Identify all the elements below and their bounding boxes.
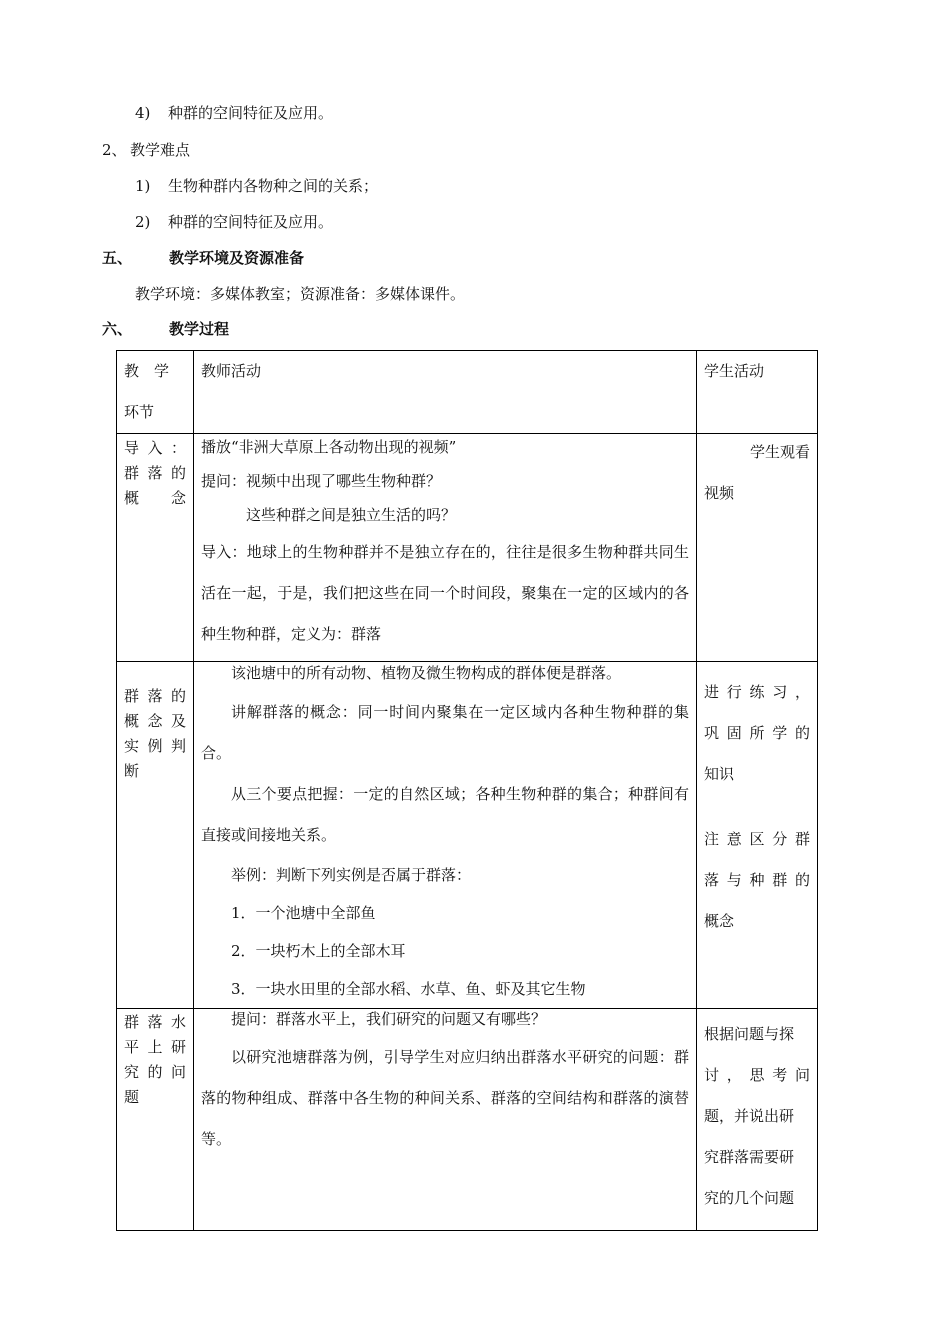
stage-cell (117, 434, 194, 662)
teacher-line: 提问：群落水平上，我们研究的问题又有哪些？ (231, 1010, 547, 1028)
teacher-cell (194, 1009, 697, 1231)
teacher-line: 讲解群落的概念：同一时间内聚集在一定区域内各种生物种群的集合。 (201, 703, 689, 762)
header-student: 学生活动 (697, 351, 818, 434)
student-line: 根据问题与探 (704, 1025, 795, 1043)
student-line: 概念 (704, 912, 735, 930)
teacher-line: 3．一块水田里的全部水稻、水草、鱼、虾及其它生物 (231, 980, 586, 998)
environment-text: 教学环境：多媒体教室；资源准备：多媒体课件。 (135, 285, 466, 303)
teacher-line: 导入：地球上的生物种群并不是独立存在的，往往是很多生物种群共同生活在一起，于是，我们把这些在同一个时间段，聚集在一定的区域内的各种生物种群，定义为：群落 (201, 543, 689, 643)
student-line: 视频 (704, 484, 735, 502)
stage-line: 概念 (124, 489, 186, 507)
section-difficulty (102, 139, 190, 160)
stage-line: 实例判 (124, 737, 186, 755)
list-item-diff1 (135, 175, 378, 196)
list-number: 2) (135, 213, 151, 231)
list-item-diff2 (135, 211, 333, 232)
student-line: 学生观看 (749, 443, 810, 461)
student-line: 题，并说出研 (704, 1107, 795, 1125)
list-text: 种群的空间特征及应用。 (168, 213, 334, 231)
teacher-line: 举例：判断下列实例是否属于群落： (231, 866, 472, 884)
table-header-row (117, 351, 818, 434)
teacher-cell (194, 434, 697, 662)
student-line: 究的几个问题 (704, 1189, 795, 1207)
teacher-cell (194, 662, 697, 1009)
list-text: 种群的空间特征及应用。 (168, 104, 334, 122)
section-6-heading (102, 318, 229, 339)
teacher-line: 播放“非洲大草原上各动物出现的视频” (201, 438, 457, 456)
student-line: 知识 (704, 765, 735, 783)
teacher-line: 以研究池塘群落为例，引导学生对应归纳出群落水平研究的问题：群落的物种组成、群落中各生物的种间关系、群落的空间结构和群落的演替等。 (201, 1048, 689, 1148)
list-number: 4) (135, 104, 151, 122)
student-cell (697, 434, 818, 662)
student-line: 究群落需要研 (704, 1148, 795, 1166)
stage-line: 群落的 (124, 687, 186, 705)
header-stage-line1: 教 学 (124, 362, 170, 380)
student-cell (697, 1009, 818, 1231)
header-teacher: 教师活动 (194, 351, 697, 434)
section-number: 六、 (102, 320, 133, 338)
section-number: 五、 (102, 249, 133, 267)
teacher-line: 2．一块朽木上的全部木耳 (231, 942, 406, 960)
section-number: 2、 (102, 141, 127, 159)
student-line: 落与种群的 (704, 871, 810, 889)
student-line: 讨，思考问 (704, 1066, 810, 1084)
section-text: 教学难点 (130, 141, 191, 159)
list-text: 生物种群内各物种之间的关系； (168, 177, 379, 195)
stage-line: 群落的 (124, 464, 186, 482)
stage-line: 题 (124, 1088, 140, 1106)
teacher-line: 这些种群之间是独立生活的吗？ (246, 506, 457, 524)
stage-line: 群落水 (124, 1013, 186, 1031)
list-number: 1) (135, 177, 151, 195)
teacher-line: 从三个要点把握：一定的自然区域；各种生物种群的集合；种群间有直接或间接地关系。 (201, 785, 689, 844)
header-stage (117, 351, 194, 434)
section-5-heading (102, 247, 304, 268)
student-line: 注意区分群 (704, 830, 810, 848)
student-cell (697, 662, 818, 1009)
stage-line: 究的问 (124, 1063, 186, 1081)
table-row (117, 662, 818, 1009)
header-stage-line2: 环节 (124, 403, 155, 421)
table-row (117, 1009, 818, 1231)
section-title: 教学环境及资源准备 (169, 249, 305, 267)
stage-line: 断 (124, 762, 140, 780)
table-row (117, 434, 818, 662)
stage-cell (117, 1009, 194, 1231)
student-line: 进行练习， (704, 683, 810, 701)
teaching-process-table (116, 350, 818, 1231)
stage-cell (117, 662, 194, 1009)
section-title: 教学过程 (169, 320, 230, 338)
list-item-4 (135, 102, 333, 123)
teacher-line: 该池塘中的所有动物、植物及微生物构成的群体便是群落。 (231, 664, 622, 682)
stage-line: 概念及 (124, 712, 186, 730)
stage-line: 平上研 (124, 1038, 186, 1056)
teacher-line: 1．一个池塘中全部鱼 (231, 904, 376, 922)
student-line: 巩固所学的 (704, 724, 810, 742)
stage-line: 导入： (124, 439, 186, 457)
teacher-line: 提问：视频中出现了哪些生物种群？ (201, 472, 442, 490)
